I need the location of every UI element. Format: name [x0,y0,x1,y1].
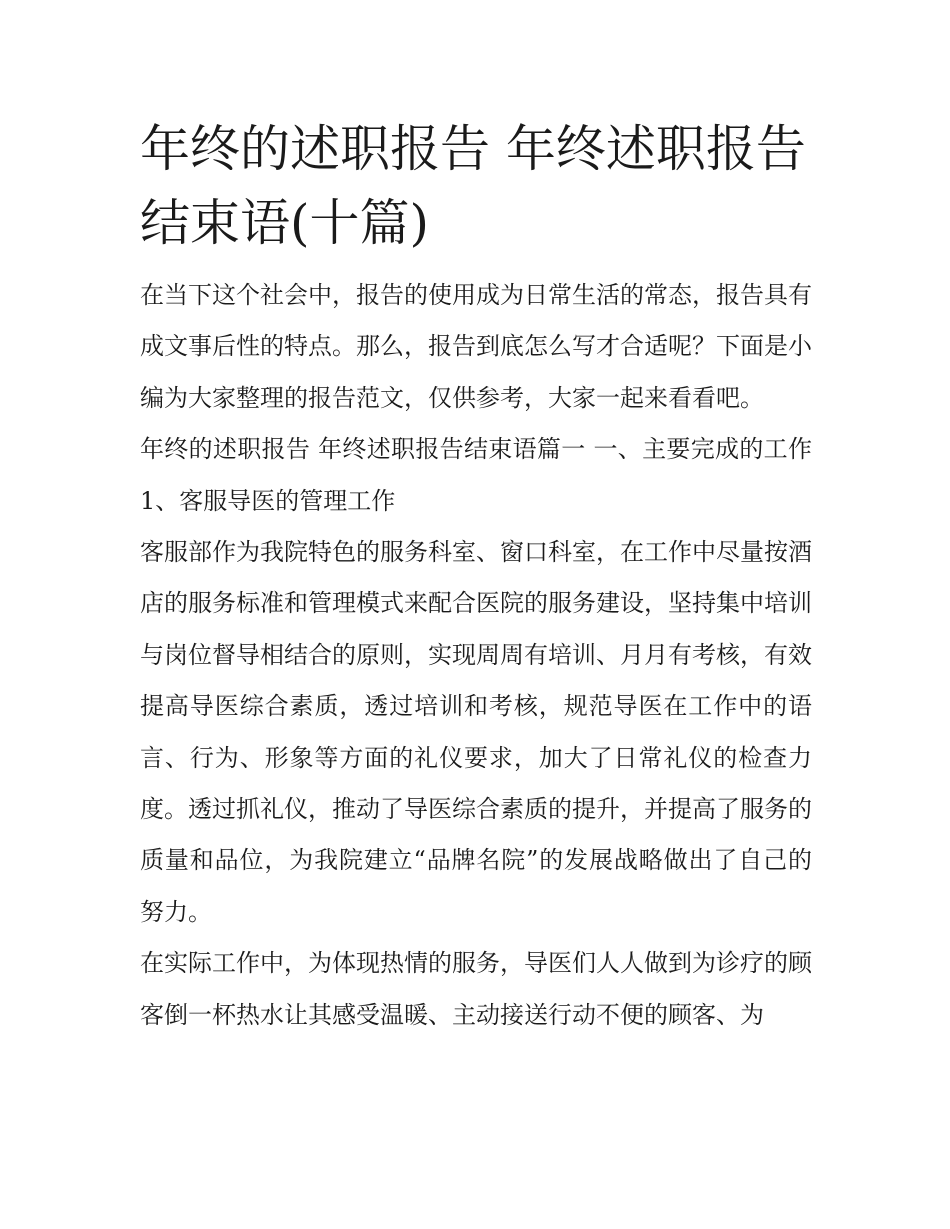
document-title: 年终的述职报告 年终述职报告结束语(十篇) [140,120,806,252]
paragraph-customer-service: 客服部作为我院特色的服务科室、窗口科室，在工作中尽量按酒店的服务标准和管理模式来配合医院的服务建设，坚持集中培训与岗位督导相结合的原则，实现周周有培训、月月有考核，有效提高导医综合素质，透过培训和考核，规范导医在工作中的语言、行为、形象等方面的礼仪要求，加大了日常礼仪的检查力度。透过抓礼仪，推动了导医综合素质的提升，并提高了服务的质量和品位，为我院建立“品牌名院”的发展战略做出了自己的努力。 [140,538,812,926]
paragraph-section-heading: 年终的述职报告 年终述职报告结束语篇一 一、主要完成的工作 1、客服导医的管理工作 [140,435,812,515]
document-body [140,112,812,1041]
paragraph-practical-work: 在实际工作中，为体现热情的服务，导医们人人做到为诊疗的顾客倒一杯热水让其感受温暖、主动接送行动不便的顾客、为 [140,949,812,1029]
paragraph-intro: 在当下这个社会中，报告的使用成为日常生活的常态，报告具有成文事后性的特点。那么，报告到底怎么写才合适呢？下面是小编为大家整理的报告范文，仅供参考，大家一起来看看吧。 [140,281,812,412]
